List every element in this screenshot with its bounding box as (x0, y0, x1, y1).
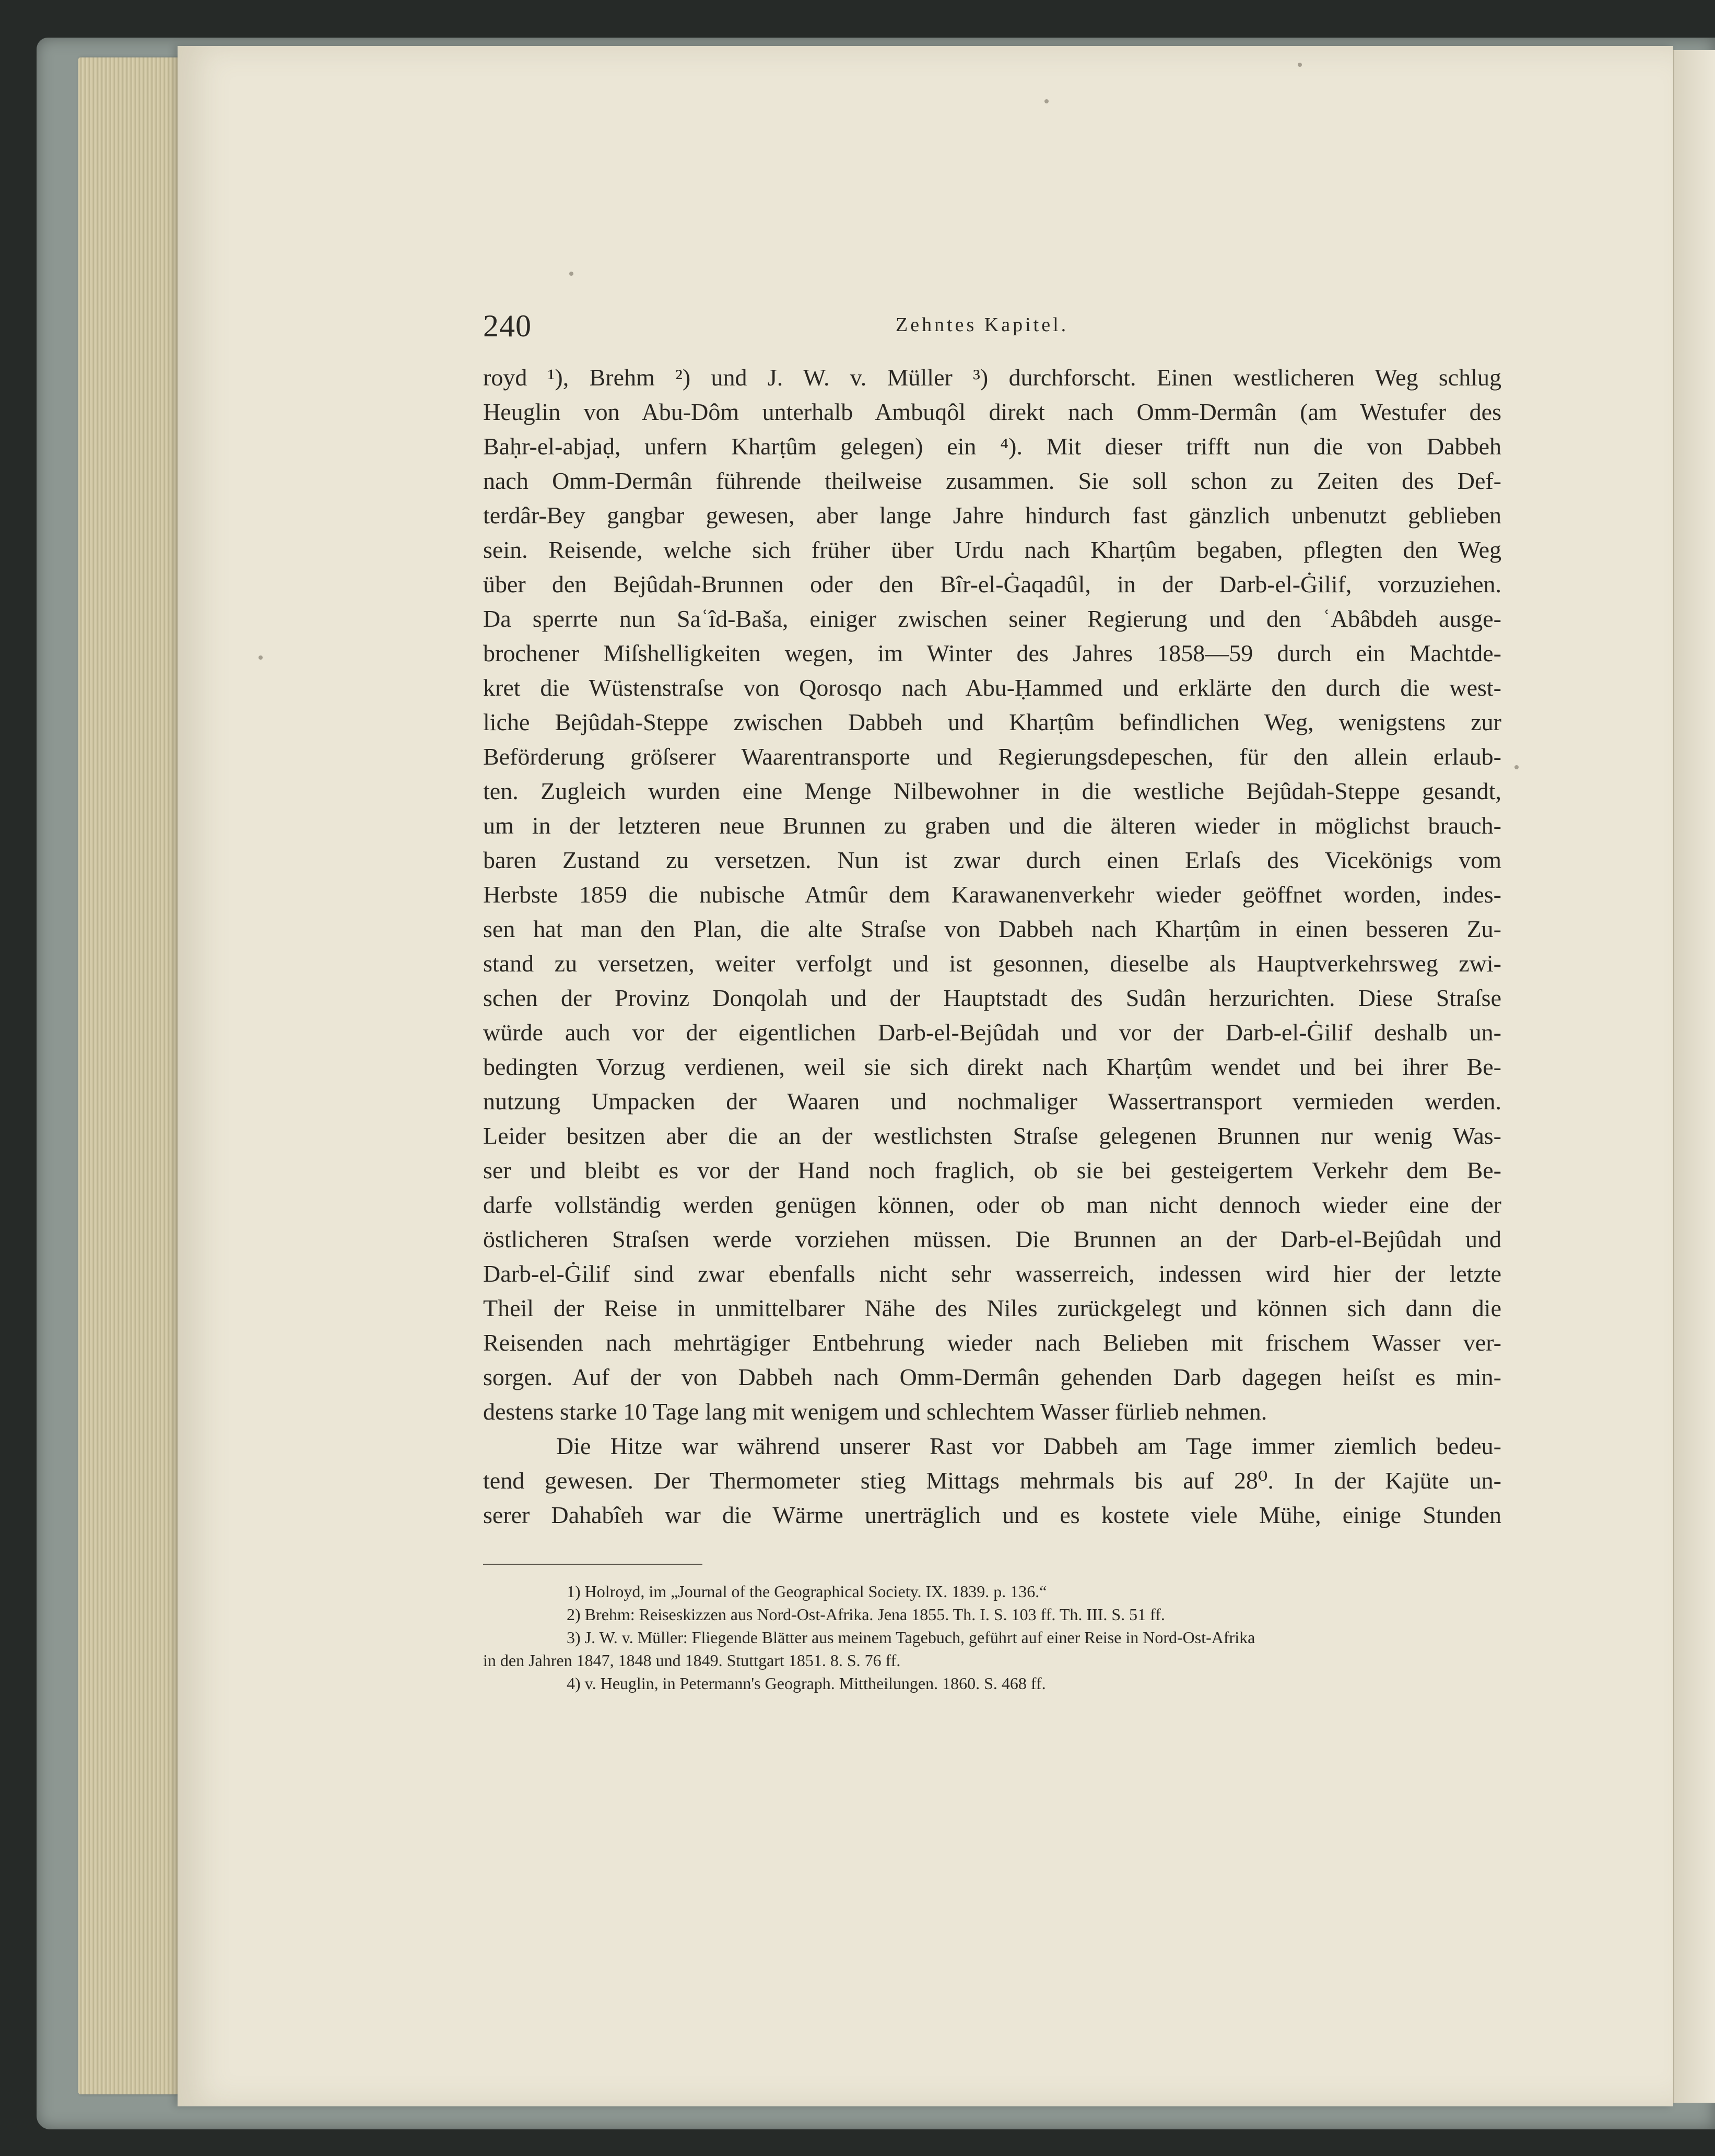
text-line: sorgen. Auf der von Dabbeh nach Omm-Dermân gehenden Darb dagegen heiſst es min- (483, 1364, 1501, 1390)
footnotes (483, 1580, 1501, 1695)
text-line: um in der letzteren neue Brunnen zu graben und die älteren wieder in möglichst brauch- (483, 812, 1501, 839)
paper-speck (1514, 765, 1519, 769)
text-line: ser und bleibt es vor der Hand noch fraglich, ob sie bei gesteigertem Verkehr dem Be- (483, 1157, 1501, 1184)
next-page-edge (1673, 50, 1715, 2103)
text-line: Theil der Reise in unmittelbarer Nähe des Niles zurückgelegt und können sich dann die (483, 1295, 1501, 1321)
text-line: Reisenden nach mehrtägiger Entbehrung wieder nach Belieben mit frischem Wasser ver- (483, 1329, 1501, 1356)
paper-speck (569, 272, 573, 276)
text-line: Heuglin von Abu-Dôm unterhalb Ambuqôl direkt nach Omm-Dermân (am Westufer des (483, 399, 1501, 425)
text-line: Beförderung gröſserer Waarentransporte und Regierungsdepeschen, für den allein erlaub- (483, 743, 1501, 770)
text-line: Leider besitzen aber die an der westlichsten Straſse gelegenen Brunnen nur wenig Was- (483, 1122, 1501, 1149)
paper-speck (1298, 63, 1302, 67)
text-line: tend gewesen. Der Thermometer stieg Mittags mehrmals bis auf 28⁰. In der Kajüte un- (483, 1467, 1501, 1494)
text-line: serer Dahabîeh war die Wärme unerträglich und es kostete viele Mühe, einige Stunden (483, 1502, 1501, 1528)
page-number: 240 (483, 309, 532, 343)
text-line: Die Hitze war während unserer Rast vor Dabbeh am Tage immer ziemlich bedeu- (556, 1433, 1501, 1459)
text-line: nutzung Umpacken der Waaren und nochmaliger Wassertransport vermieden werden. (483, 1088, 1501, 1115)
text-line: Darb-el-Ġilif sind zwar ebenfalls nicht sehr wasserreich, indessen wird hier der letzte (483, 1260, 1501, 1287)
footnote: 3) J. W. v. Müller: Fliegende Blätter aus meinem Tagebuch, geführt auf einer Reise in Nord-Ost-Afrika (567, 1628, 1255, 1647)
text-line: nach Omm-Dermân führende theilweise zusammen. Sie soll schon zu Zeiten des Def- (483, 467, 1501, 494)
text-line: darfe vollständig werden genügen können, oder ob man nicht dennoch wieder eine der (483, 1191, 1501, 1218)
page-header (483, 308, 1501, 355)
text-line: sein. Reisende, welche sich früher über Urdu nach Kharṭûm begaben, pflegten den Weg (483, 536, 1501, 563)
text-line: östlicheren Straſsen werde vorziehen müssen. Die Brunnen an der Darb-el-Bejûdah und (483, 1226, 1501, 1252)
text-line: destens starke 10 Tage lang mit wenigem und schlechtem Wasser fürlieb nehmen. (483, 1398, 1267, 1425)
text-line: sen hat man den Plan, die alte Straſse von Dabbeh nach Kharṭûm in einen besseren Zu- (483, 916, 1501, 942)
text-line: liche Bejûdah-Steppe zwischen Dabbeh und Kharṭûm befindlichen Weg, wenigstens zur (483, 709, 1501, 735)
text-line: baren Zustand zu versetzen. Nun ist zwar durch einen Erlaſs des Vicekönigs vom (483, 847, 1501, 873)
footnote: 1) Holroyd, im „Journal of the Geographical Society. IX. 1839. p. 136.“ (567, 1582, 1047, 1601)
footnote-divider (483, 1564, 702, 1565)
page-edges (78, 57, 193, 2094)
footnote-continuation: in den Jahren 1847, 1848 und 1849. Stuttgart 1851. 8. S. 76 ff. (483, 1651, 901, 1670)
text-line: stand zu versetzen, weiter verfolgt und ist gesonnen, dieselbe als Hauptverkehrsweg zwi- (483, 950, 1501, 977)
paper-speck (1044, 99, 1049, 103)
text-line: schen der Provinz Donqolah und der Hauptstadt des Sudân herzurichten. Diese Straſse (483, 985, 1501, 1011)
text-line: Da sperrte nun Saʿîd-Baša, einiger zwischen seiner Regierung und den ʿAbâbdeh ausge- (483, 605, 1501, 632)
text-line: Baḥr-el-abjaḍ, unfern Kharṭûm gelegen) ein ⁴). Mit dieser trifft nun die von Dabbeh (483, 433, 1501, 460)
text-line: kret die Wüstenstraſse von Qorosqo nach Abu-Ḥammed und erklärte den durch die west- (483, 674, 1501, 701)
text-line: Herbste 1859 die nubische Atmûr dem Karawanenverkehr wieder geöffnet worden, indes- (483, 881, 1501, 908)
running-title: Zehntes Kapitel. (896, 314, 1069, 336)
text-line: über den Bejûdah-Brunnen oder den Bîr-el-Ġaqadûl, in der Darb-el-Ġilif, vorzuziehen. (483, 571, 1501, 597)
text-line: brochener Miſshelligkeiten wegen, im Winter des Jahres 1858—59 durch ein Machtde- (483, 640, 1501, 666)
text-line: würde auch vor der eigentlichen Darb-el-Bejûdah und vor der Darb-el-Ġilif deshalb un- (483, 1019, 1501, 1046)
paper-speck (259, 655, 263, 660)
text-line: ten. Zugleich wurden eine Menge Nilbewohner in die westliche Bejûdah-Steppe gesandt, (483, 778, 1501, 804)
text-line: royd ¹), Brehm ²) und J. W. v. Müller ³) durchforscht. Einen westlicheren Weg schlug (483, 364, 1501, 391)
body-text (483, 360, 1501, 1532)
footnote: 4) v. Heuglin, in Petermann's Geograph. Mittheilungen. 1860. S. 468 ff. (567, 1674, 1046, 1693)
text-line: terdâr-Bey gangbar gewesen, aber lange Jahre hindurch fast gänzlich unbenutzt geblieben (483, 502, 1501, 529)
footnote: 2) Brehm: Reiseskizzen aus Nord-Ost-Afrika. Jena 1855. Th. I. S. 103 ff. Th. III. S. 51 ff. (567, 1605, 1165, 1624)
text-line: bedingten Vorzug verdienen, weil sie sich direkt nach Kharṭûm wendet und bei ihrer Be- (483, 1053, 1501, 1080)
